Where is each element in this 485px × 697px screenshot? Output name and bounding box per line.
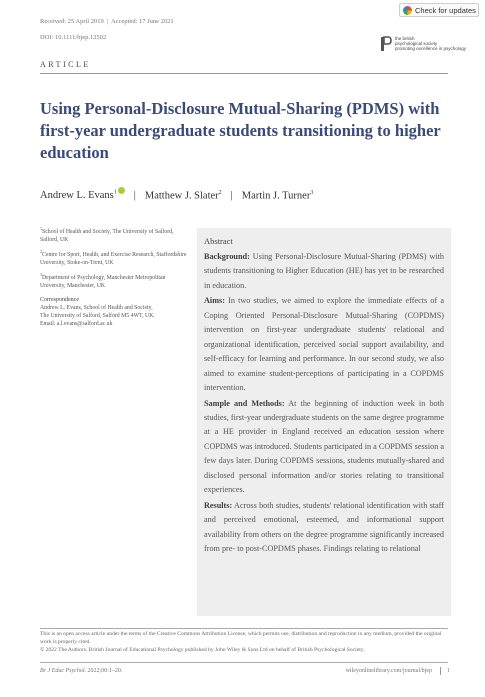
abstract-box [197, 228, 451, 616]
license-line: This is an open access article under the terms of the Creative Commons Attribution License, which permits use, distribution and reproduction in any medium, provided the original work is properly cited. [40, 631, 442, 645]
abstract-section-background [204, 250, 444, 293]
affiliation-item [40, 271, 190, 290]
affiliations [40, 225, 190, 328]
affiliation-sup: 2 [40, 248, 42, 254]
correspondence-line: Andrew L. Evans, School of Health and Society, [40, 304, 153, 311]
author-name: Andrew L. Evans [40, 190, 114, 201]
header-divider [40, 73, 448, 74]
publisher-line3: promoting excellence in psychology [395, 46, 467, 51]
correspondence-title: Correspondence [40, 296, 79, 303]
author-name: Matthew J. Slater [144, 190, 219, 201]
abstract-label: Aims: [204, 296, 225, 306]
license-divider [40, 628, 448, 629]
publisher-logo [380, 36, 466, 52]
section-label: ARTICLE [40, 60, 91, 69]
author-affil-sup: 1 [113, 189, 117, 196]
abstract-label: Results: [204, 500, 233, 510]
author-3[interactable] [242, 190, 314, 202]
correspondence-line: The University of Salford, Salford M5 4WT, UK. [40, 312, 155, 319]
author-affil-sup: 2 [218, 189, 222, 196]
abstract-section-methods [204, 397, 444, 498]
abstract-section-results [204, 499, 444, 557]
author-name: Martin J. Turner [241, 190, 311, 201]
author-2[interactable] [145, 190, 222, 202]
bps-logo-icon [380, 36, 392, 52]
publisher-line2: psychological society [395, 41, 438, 46]
author-affil-sup: 3 [310, 189, 314, 196]
affiliation-item [40, 248, 190, 267]
doi: DOI: 10.1111/bjep.12502 [40, 34, 107, 41]
affiliation-text: Centre for Sport, Health, and Exercise Research, Staffordshire University, Stoke-on-Trent, UK [40, 251, 187, 266]
abstract-section-aims [204, 294, 444, 395]
year-pages: 2022;00:1–20. [87, 668, 123, 674]
abstract-body [204, 250, 444, 557]
author-separator: | [133, 190, 136, 201]
affiliation-text: School of Health and Society, The University of Salford, Salford, UK [40, 228, 174, 243]
check-updates-icon [403, 6, 412, 15]
abstract-text: Across both studies, students' relational identification with staff and perceived emotional, esteemed, and informational support availability from others on the degree programme significantly increased from pre- to post-COPDMS phases. Findings relating to relational [204, 500, 444, 554]
publisher-text [395, 36, 466, 51]
check-updates-label: Check for updates [415, 5, 476, 15]
author-list [40, 187, 313, 201]
accepted-date: Accepted: 17 June 2021 [111, 18, 174, 25]
abstract-text: At the beginning of induction week in both studies, first-year undergraduate students on the same degree programme at a HE provider in England received an education session where COPDMS was introduced. Students participated in a COPDMS session a few days later. During COPDMS sessions, students mutually-shared and disclosed personal information and/or stories relating to transitional experiences. [204, 398, 444, 495]
journal-url[interactable]: wileyonlinelibrary.com/journal/bjep [345, 668, 432, 674]
received-date: Received: 25 April 2019 [40, 18, 104, 25]
affiliation-sup: 3 [40, 271, 42, 277]
copyright-line: © 2022 The Authors. British Journal of Educational Psychology published by John Wiley & Sons Ltd on behalf of British Psychological Society. [40, 647, 365, 653]
correspondence-email[interactable]: Email: a.l.evans@salford.ac.uk [40, 320, 113, 327]
abstract-text: Using Personal-Disclosure Mutual-Sharing (PDMS) with students transitioning to Higher Education (HE) has yet to be researched in education. [204, 252, 444, 290]
author-separator: | [230, 190, 233, 201]
page-number: 1 [447, 668, 450, 674]
orcid-icon[interactable] [118, 187, 125, 194]
article-title: Using Personal-Disclosure Mutual-Sharing (PDMS) with first-year undergraduate students transitioning to higher education [40, 99, 441, 162]
author-1[interactable] [40, 187, 125, 201]
affiliation-text: Department of Psychology, Manchester Metropolitan University, Manchester, UK [40, 274, 166, 289]
footer-divider [40, 662, 448, 663]
abstract-label: Sample and Methods: [204, 398, 285, 408]
page-footer [40, 667, 450, 675]
meta-separator: | [106, 18, 109, 25]
affiliation-sup: 1 [40, 226, 42, 231]
license-notice [40, 630, 450, 654]
received-accepted-line [40, 18, 174, 25]
page-separator [440, 667, 441, 675]
journal-abbrev: Br J Educ Psychol. [40, 668, 86, 674]
check-for-updates-button[interactable] [399, 3, 479, 17]
abstract-heading: Abstract [204, 236, 233, 246]
abstract-text: In two studies, we aimed to explore the immediate effects of a Coping Oriented Personal-Disclosure Mutual-Sharing (COPDMS) intervention on first-year undergraduate students' relational and organizational identification, perceived social support availability, and self-efficacy for learning and performance. In our second study, we also aimed to examine student-perceptions of participating in a COPDMS intervention. [204, 296, 444, 393]
abstract-label: Background: [204, 252, 250, 261]
publisher-line1: the british [395, 36, 415, 41]
affiliation-item [40, 225, 190, 244]
